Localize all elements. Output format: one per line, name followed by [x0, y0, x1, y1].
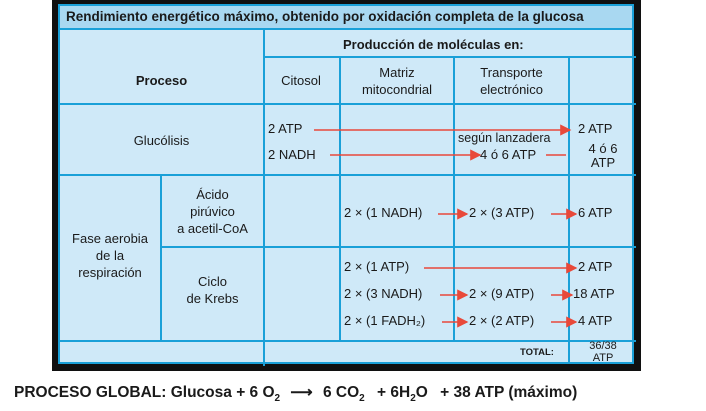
glucolisis-total-nadh: 4 ó 6: [588, 141, 618, 156]
total-value-2: ATP: [592, 352, 614, 364]
fase-label-2: de la: [95, 248, 125, 263]
acido-total: 6 ATP: [578, 205, 613, 220]
krebs-label: Ciclo: [198, 274, 227, 289]
h2o-subscript: 2: [410, 393, 416, 405]
header-proceso: Proceso: [135, 73, 188, 88]
atp-term: + 38 ATP (máximo): [440, 384, 578, 401]
energy-table: [58, 4, 634, 364]
h2o-term-o: O: [415, 384, 428, 401]
total-value: 36/38: [589, 340, 617, 352]
krebs-r2-total: 18 ATP: [573, 286, 615, 301]
co2-subscript: 2: [359, 393, 365, 405]
krebs-r3-matriz: 2 × (1 FADH₂): [344, 313, 426, 328]
acido-label-2: pirúvico: [190, 204, 235, 219]
fase-label-3: respiración: [78, 265, 142, 280]
acido-matriz: 2 × (1 NADH): [344, 205, 423, 220]
header-transporte: Transporte: [480, 65, 543, 80]
header-transporte-2: electrónico: [480, 82, 543, 97]
krebs-r3-transporte: 2 × (2 ATP): [469, 313, 535, 328]
krebs-r3-total: 4 ATP: [578, 313, 613, 328]
global-prefix: PROCESO GLOBAL: Glucosa + 6 O: [14, 384, 275, 401]
header-matriz-2: mitocondrial: [361, 82, 433, 97]
krebs-r2-transporte: 2 × (9 ATP): [469, 286, 535, 301]
header-matriz: Matriz: [379, 65, 415, 80]
acido-transporte: 2 × (3 ATP): [469, 205, 535, 220]
lanzadera-note: según lanzadera: [458, 131, 551, 145]
glucolisis-transporte: 4 ó 6 ATP: [480, 147, 537, 162]
acido-label: Ácido: [196, 187, 229, 202]
glucolisis-total-atp: 2 ATP: [578, 121, 613, 136]
flow-arrows: [60, 6, 636, 366]
header-citosol: Citosol: [281, 73, 321, 88]
o2-subscript: 2: [274, 393, 281, 405]
glucolisis-total-nadh-2: ATP: [590, 155, 616, 170]
global-equation: [14, 383, 577, 404]
glucolisis-label: Glucólisis: [133, 133, 190, 148]
krebs-r1-matriz: 2 × (1 ATP): [344, 259, 410, 274]
co2-term: 6 CO: [322, 384, 360, 401]
krebs-r1-total: 2 ATP: [578, 259, 613, 274]
acido-label-3: a acetil-CoA: [177, 221, 248, 236]
krebs-label-2: de Krebs: [186, 291, 239, 306]
fase-label: Fase aerobia: [72, 231, 148, 246]
glucolisis-citosol-nadh: 2 NADH: [268, 147, 316, 162]
total-label: TOTAL:: [520, 347, 554, 358]
header-produccion: Producción de moléculas en:: [343, 37, 524, 52]
h2o-term: + 6H: [377, 384, 411, 401]
krebs-r2-matriz: 2 × (3 NADH): [344, 286, 423, 301]
table-title: Rendimiento energético máximo, obtenido por oxidación completa de la glucosa: [60, 6, 632, 30]
reaction-arrow: ⟶: [290, 384, 313, 401]
glucolisis-citosol-atp: 2 ATP: [268, 121, 303, 136]
